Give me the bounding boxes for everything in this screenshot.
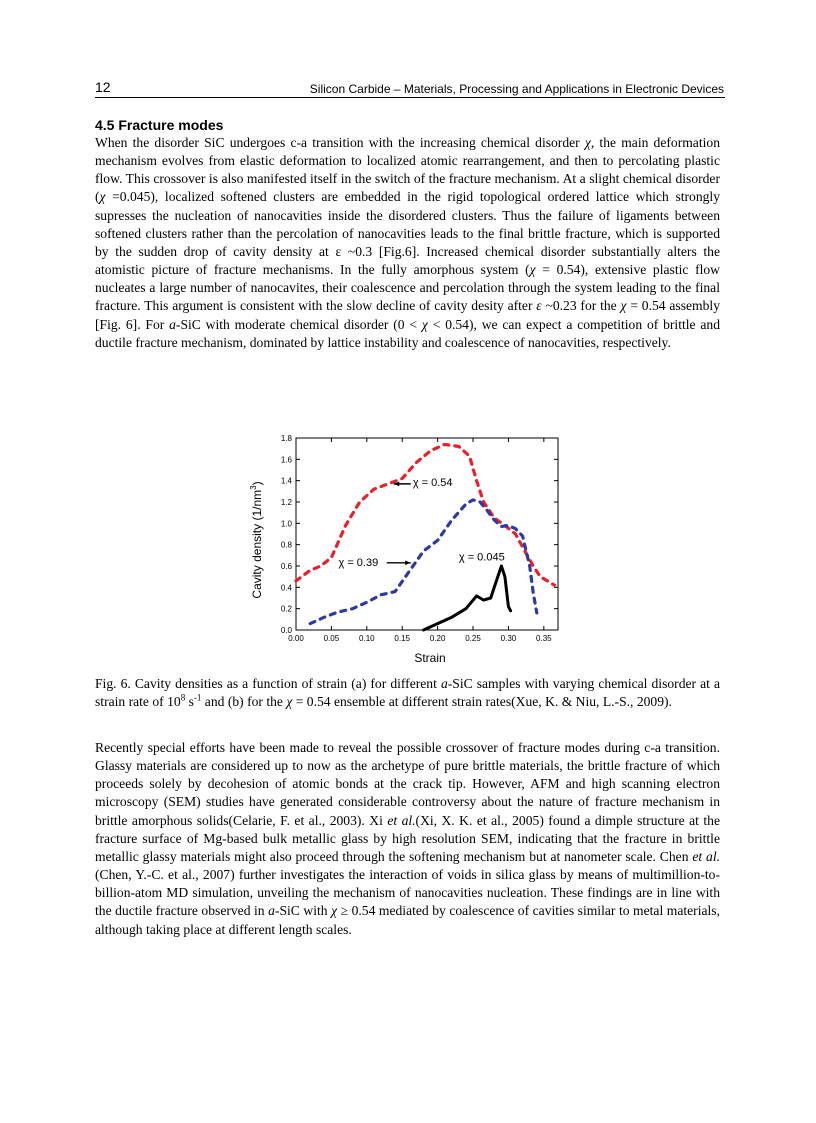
figure-6-chart: [240, 428, 570, 673]
header-rule: [95, 97, 725, 98]
y-tick-label: 0.8: [280, 540, 292, 550]
x-tick-label: 0.05: [323, 634, 340, 643]
paragraph-1: When the disorder SiC undergoes c-a transition with the increasing chemical disorder χ, the main deformation mechanism evolves from elastic deformation to localized atomic rearrangement, and then to percolating plastic flow. This crossover is also manifested itself in the switch of the fracture mechanism. At a slight chemical disorder (χ =0.045), localized softened clusters are embedded in the rigid topological ordered lattice which strongly supresses the nucleation of nanocavities inside the disordered clusters. Thus the failure of ligaments between softened clusters rather than the percolation of nanocavities leads to the final brittle fracture, which is supported by the sudden drop of cavity density at ε ~0.3 [Fig.6]. Increased chemical disorder substantially alters the atomistic picture of fracture mechanisms. In the fully amorphous system (χ = 0.54), extensive plastic flow nucleates a large number of nanocavites, their coalescence and percolation through the system leading to the final fracture. This argument is consistent with the slow decline of cavity desity after ε ~0.23 for the χ = 0.54 assembly [Fig. 6]. For a-SiC with moderate chemical disorder (0 < χ < 0.54), we can expect a competition of brittle and ductile fracture mechanism, dominated by lattice instability and coalescence of nanocavities, respectively.: [95, 135, 720, 350]
y-tick-label: 1.6: [280, 455, 292, 465]
section-heading: 4.5 Fracture modes: [95, 117, 224, 133]
y-tick-label: 0.4: [280, 583, 292, 593]
y-tick-label: 1.8: [280, 434, 292, 443]
y-tick-label: 1.4: [280, 476, 292, 486]
series-annotation-1: χ = 0.39: [338, 557, 379, 569]
chart-y-label: Cavity density $(1/nm^3)$: [249, 481, 264, 599]
y-tick-label: 1.0: [280, 519, 292, 529]
series-annotation-2: χ = 0.045: [458, 551, 505, 564]
annotation-arrow-039-head: [405, 560, 411, 565]
series-line-0: [296, 444, 555, 585]
x-tick-label: 0.00: [288, 634, 304, 643]
chart-plot-frame: [296, 438, 558, 630]
y-tick-label: 0.6: [280, 562, 292, 571]
series-annotation-0: χ = 0.54: [412, 477, 453, 489]
series-line-2: [424, 566, 511, 630]
figure-caption: Fig. 6. Cavity densities as a function of strain (a) for different a-SiC samples with varying chemical disorder at a strain rate of $10^8$ $s^{-1}$ and (b) for the χ = 0.54 ensemble at different strain rates(Xue, K. & Niu, L.-S., 2009).: [95, 676, 721, 710]
y-tick-label: 0.0: [280, 626, 292, 635]
y-tick-label: 1.2: [280, 498, 292, 507]
x-tick-label: 0.30: [500, 634, 517, 643]
x-tick-label: 0.20: [429, 634, 446, 643]
x-tick-label: 0.25: [465, 634, 481, 643]
page-number: 12: [95, 79, 111, 95]
running-title: Silicon Carbide – Materials, Processing and Applications in Electronic Devices: [309, 82, 724, 96]
chart-x-label: Strain: [414, 651, 446, 665]
y-tick-label: 0.2: [280, 604, 292, 614]
x-tick-label: 0.10: [359, 634, 375, 643]
x-tick-label: 0.35: [536, 634, 552, 643]
paragraph-2: Recently special efforts have been made to reveal the possible crossover of fracture modes during c-a transition. Glassy materials are considered up to now as the archetype of pure brittle materials, the brittle fracture of which proceeds solely by decohesion of atomic bonds at the crack tip. However, AFM and high scanning electron microscopy (SEM) studies have generated considerable controversy about the nature of fracture mechanism in brittle amorphous solids(Celarie, F. et al., 2003). Xi et al.(Xi, X. K. et al., 2005) found a dimple structure at the fracture surface of Mg-based bulk metallic glass by high resolution SEM, indicating that the fracture in brittle metallic glassy materials might also proceed through the softening mechanism but at nanometer scale. Chen et al.(Chen, Y.-C. et al., 2007) further investigates the interaction of voids in silica glass by means of multimillion-to-billion-atom MD simulation, unveiling the mechanism of nanocavities nucleation. These findings are in line with the ductile fracture observed in a-SiC with χ ≥ 0.54 mediated by coalescence of cavities similar to metal materials, although taking place at different length scales.: [95, 740, 721, 937]
x-tick-label: 0.15: [394, 634, 411, 643]
